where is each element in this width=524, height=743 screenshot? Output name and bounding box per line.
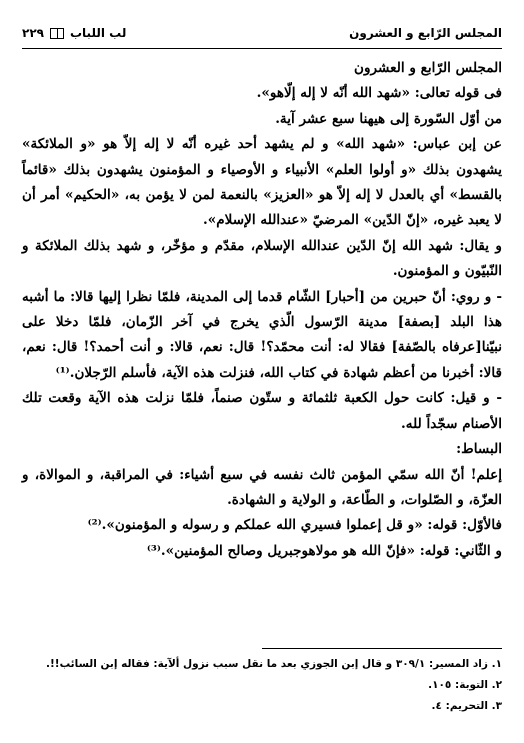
footnote: ٢. التوبة: ١٠٥. bbox=[428, 679, 502, 691]
header-book-info bbox=[22, 26, 126, 40]
paragraph: - و قيل: كانت حول الكعبة ثلثمائة و ستّون صنماً، فلمّا نزلت هذه الآية وقعت تلك الأصنام سجّداً لله. bbox=[22, 390, 502, 432]
page-number: ٢٢٩ bbox=[22, 26, 44, 40]
chapter-title: المجلس الرّابع و العشرون bbox=[349, 26, 502, 40]
book-icon bbox=[50, 28, 64, 39]
footnotes bbox=[22, 654, 502, 717]
footnote-divider bbox=[262, 648, 502, 649]
paragraph: إعلم! أنّ الله سمّي المؤمن ثالث نفسه في سبع أشياء: في المراقبة، و الموالاة، و العزّة، و الصّلوات، و الطّاعة، و الولاية و الشهادة. bbox=[22, 466, 502, 508]
section-heading: المجلس الرّابع و العشرون bbox=[353, 60, 502, 76]
footnote: ٣. التحريم: ٤. bbox=[431, 700, 502, 712]
paragraph: و يقال: شهد الله إنّ الدّين عندالله الإسلام، مقدّم و مؤخّر، و شهد بذلك الملائكة و النّبيّون و المؤمنون. bbox=[22, 237, 502, 280]
paragraph: - و روي: أنّ حبرين من [أحبار] الشّام قدما إلى المدينة، فلمّا نظرا إليها قالا: ما أشبه هذا البلد [بصفة] مدينة الرّسول الّذي يخرج في آخر الزّمان، فلمّا دخلا على نبيّنا[عرفاه بالصّفة] فقالا له: أنت محمّد؟! قال: نعم، قالا: و أنت أحمد؟! قال: نعم، قالا: أخبرنا من أعظم شهادة في كتاب الله، فنزلت هذه الآية، فأسلم الرّجلان.⁽¹⁾ bbox=[22, 288, 502, 381]
paragraph: من أوّل السّورة إلى هيهنا سبع عشر آية. bbox=[275, 110, 502, 127]
paragraph: و الثّاني: قوله: «فإنّ الله هو مولاهوجبريل وصالح المؤمنين».⁽³⁾ bbox=[146, 542, 502, 559]
paragraph: فالأوّل: قوله: «و قل إعملوا فسيري الله عملكم و رسوله و المؤمنون».⁽²⁾ bbox=[87, 517, 502, 534]
page-header bbox=[22, 22, 502, 49]
footnote: ١. زاد المسير: ٣٠٩/١ و قال إبن الجوزي بعد ما نقل سبب نزول ألآية: فقاله إبن السائب!!. bbox=[46, 658, 502, 670]
book-title: لب اللباب bbox=[69, 26, 127, 40]
verse-line: فى قوله تعالى: «شهد الله أنّه لا إله إلّاهو». bbox=[256, 85, 502, 102]
subheading: البساط: bbox=[456, 441, 502, 458]
body-text bbox=[22, 56, 502, 564]
paragraph: عن إبن عباس: «شهد الله» و لم يشهد أحد غيره أنّه لا إله إلاّ هو «و الملائكة» يشهدون بذلك «و أولوا العلم» الأنبياء و الأوصياء و المؤمنون يشهدون بذلك «قائماً بالقسط» أي بالعدل لا إله إلاّ هو «العزيز» بالنعمة لمن لا يؤمن به، «الحكيم» أمر أن لا يعبد غيره، «إنّ الدّين» المرضيّ «عندالله الإسلام». bbox=[22, 136, 502, 229]
